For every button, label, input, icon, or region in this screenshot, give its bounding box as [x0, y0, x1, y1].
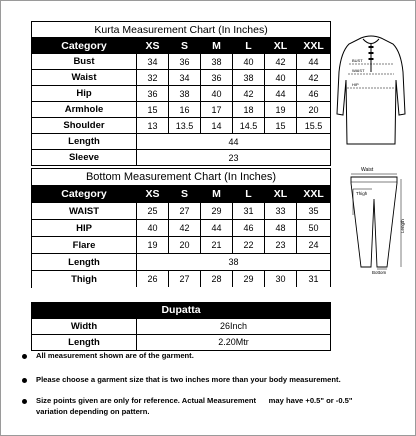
thigh-label: Thigh	[356, 191, 368, 196]
dupatta-measurement-table	[31, 287, 331, 351]
table-row	[32, 150, 331, 166]
column-header: XS	[137, 38, 169, 54]
table-cell: 36	[137, 86, 169, 102]
table-cell: 50	[297, 220, 331, 237]
table-cell: 26	[137, 271, 169, 288]
row-label: Hip	[32, 86, 137, 102]
table-cell: 34	[169, 70, 201, 86]
dupatta-title: Dupatta	[32, 302, 331, 318]
note-text: Please choose a garment size that is two inches more than your body measurement.	[36, 375, 341, 384]
table-row	[32, 86, 331, 102]
table-cell: 31	[233, 203, 265, 220]
table-row	[32, 118, 331, 134]
table-cell: 20	[169, 237, 201, 254]
row-label: Bust	[32, 54, 137, 70]
kurta-measurement-table	[31, 21, 331, 166]
bullet-icon	[22, 399, 27, 404]
table-cell: 42	[169, 220, 201, 237]
table-cell: 38	[169, 86, 201, 102]
table-cell: 42	[233, 86, 265, 102]
table-cell: 33	[265, 203, 297, 220]
column-header: XS	[137, 186, 169, 203]
row-label: Thigh	[32, 271, 137, 288]
row-label: WAIST	[32, 203, 137, 220]
table-cell: 26Inch	[137, 318, 331, 334]
table-cell: 38	[201, 54, 233, 70]
table-cell: 44	[265, 86, 297, 102]
table-cell: 29	[201, 203, 233, 220]
table-cell: 2.20Mtr	[137, 334, 331, 350]
table-cell: 28	[201, 271, 233, 288]
row-label: Sleeve	[32, 150, 137, 166]
bust-label: BUST	[352, 58, 363, 63]
pants-illustration	[343, 165, 405, 275]
table-row	[32, 54, 331, 70]
table-cell: 13	[137, 118, 169, 134]
table-cell: 19	[137, 237, 169, 254]
table-cell: 38	[137, 254, 331, 271]
table-cell: 16	[169, 102, 201, 118]
column-header: Category	[32, 38, 137, 54]
table-cell: 42	[265, 54, 297, 70]
row-label: Shoulder	[32, 118, 137, 134]
table-cell: 19	[265, 102, 297, 118]
table-cell: 42	[297, 70, 331, 86]
table-cell: 44	[201, 220, 233, 237]
row-label: Flare	[32, 237, 137, 254]
table-cell: 34	[137, 54, 169, 70]
table-cell: 18	[233, 102, 265, 118]
column-header: M	[201, 186, 233, 203]
column-header: XL	[265, 38, 297, 54]
table-cell: 13.5	[169, 118, 201, 134]
row-label: Length	[32, 334, 137, 350]
column-header: M	[201, 38, 233, 54]
table-cell: 15	[137, 102, 169, 118]
table-cell: 23	[265, 237, 297, 254]
table-cell: 44	[297, 54, 331, 70]
table-row	[32, 318, 331, 334]
table-row	[32, 102, 331, 118]
column-header: Category	[32, 186, 137, 203]
bottom-header-row	[32, 186, 331, 203]
table-cell: 15	[265, 118, 297, 134]
table-cell: 27	[169, 271, 201, 288]
table-cell: 23	[137, 150, 331, 166]
table-row	[32, 70, 331, 86]
table-cell: 35	[297, 203, 331, 220]
column-header: S	[169, 186, 201, 203]
table-cell: 40	[233, 54, 265, 70]
bottom-label: Bottom	[372, 270, 387, 275]
bottom-chart-title: Bottom Measurement Chart (In Inches)	[32, 169, 331, 186]
note-text: All measurement shown are of the garment.	[36, 351, 194, 360]
column-header: XL	[265, 186, 297, 203]
table-cell: 46	[233, 220, 265, 237]
table-cell: 24	[297, 237, 331, 254]
waist-label: WAIST	[352, 68, 365, 73]
bottom-measurement-table	[31, 168, 331, 288]
table-row	[32, 237, 331, 254]
table-cell: 40	[201, 86, 233, 102]
list-item	[22, 350, 366, 361]
row-label: Length	[32, 134, 137, 150]
table-cell: 21	[201, 237, 233, 254]
note-text: Size points given are only for reference. Actual Measurement may have +0.5" or -0.5" variation depending on pattern.	[36, 396, 355, 416]
table-cell: 40	[265, 70, 297, 86]
column-header: XXL	[297, 38, 331, 54]
length-label: Length	[400, 219, 405, 233]
kurta-illustration	[335, 32, 407, 150]
column-header: XXL	[297, 186, 331, 203]
table-row	[32, 271, 331, 288]
row-label: Length	[32, 254, 137, 271]
table-cell: 17	[201, 102, 233, 118]
row-label: Waist	[32, 70, 137, 86]
table-cell: 36	[201, 70, 233, 86]
table-row	[32, 220, 331, 237]
table-cell: 38	[233, 70, 265, 86]
table-cell: 36	[169, 54, 201, 70]
waist-label: Waist	[361, 167, 374, 173]
row-label: Width	[32, 318, 137, 334]
table-cell: 30	[265, 271, 297, 288]
list-item	[22, 374, 366, 385]
row-label: HIP	[32, 220, 137, 237]
table-cell: 46	[297, 86, 331, 102]
column-header: L	[233, 186, 265, 203]
kurta-chart-title: Kurta Measurement Chart (In Inches)	[32, 22, 331, 38]
table-cell: 48	[265, 220, 297, 237]
table-row	[32, 254, 331, 271]
kurta-header-row	[32, 38, 331, 54]
table-row	[32, 203, 331, 220]
table-cell: 44	[137, 134, 331, 150]
table-row	[32, 134, 331, 150]
table-cell: 14	[201, 118, 233, 134]
table-cell: 15.5	[297, 118, 331, 134]
table-row	[32, 334, 331, 350]
bullet-icon	[22, 378, 27, 383]
table-cell: 31	[297, 271, 331, 288]
table-cell: 27	[169, 203, 201, 220]
table-cell: 25	[137, 203, 169, 220]
column-header: S	[169, 38, 201, 54]
table-cell: 32	[137, 70, 169, 86]
row-label: Armhole	[32, 102, 137, 118]
table-cell: 40	[137, 220, 169, 237]
table-cell: 20	[297, 102, 331, 118]
hip-label: HIP	[352, 82, 359, 87]
table-cell: 29	[233, 271, 265, 288]
column-header: L	[233, 38, 265, 54]
table-cell: 22	[233, 237, 265, 254]
list-item	[22, 395, 366, 417]
table-cell: 14.5	[233, 118, 265, 134]
bullet-icon	[22, 354, 27, 359]
